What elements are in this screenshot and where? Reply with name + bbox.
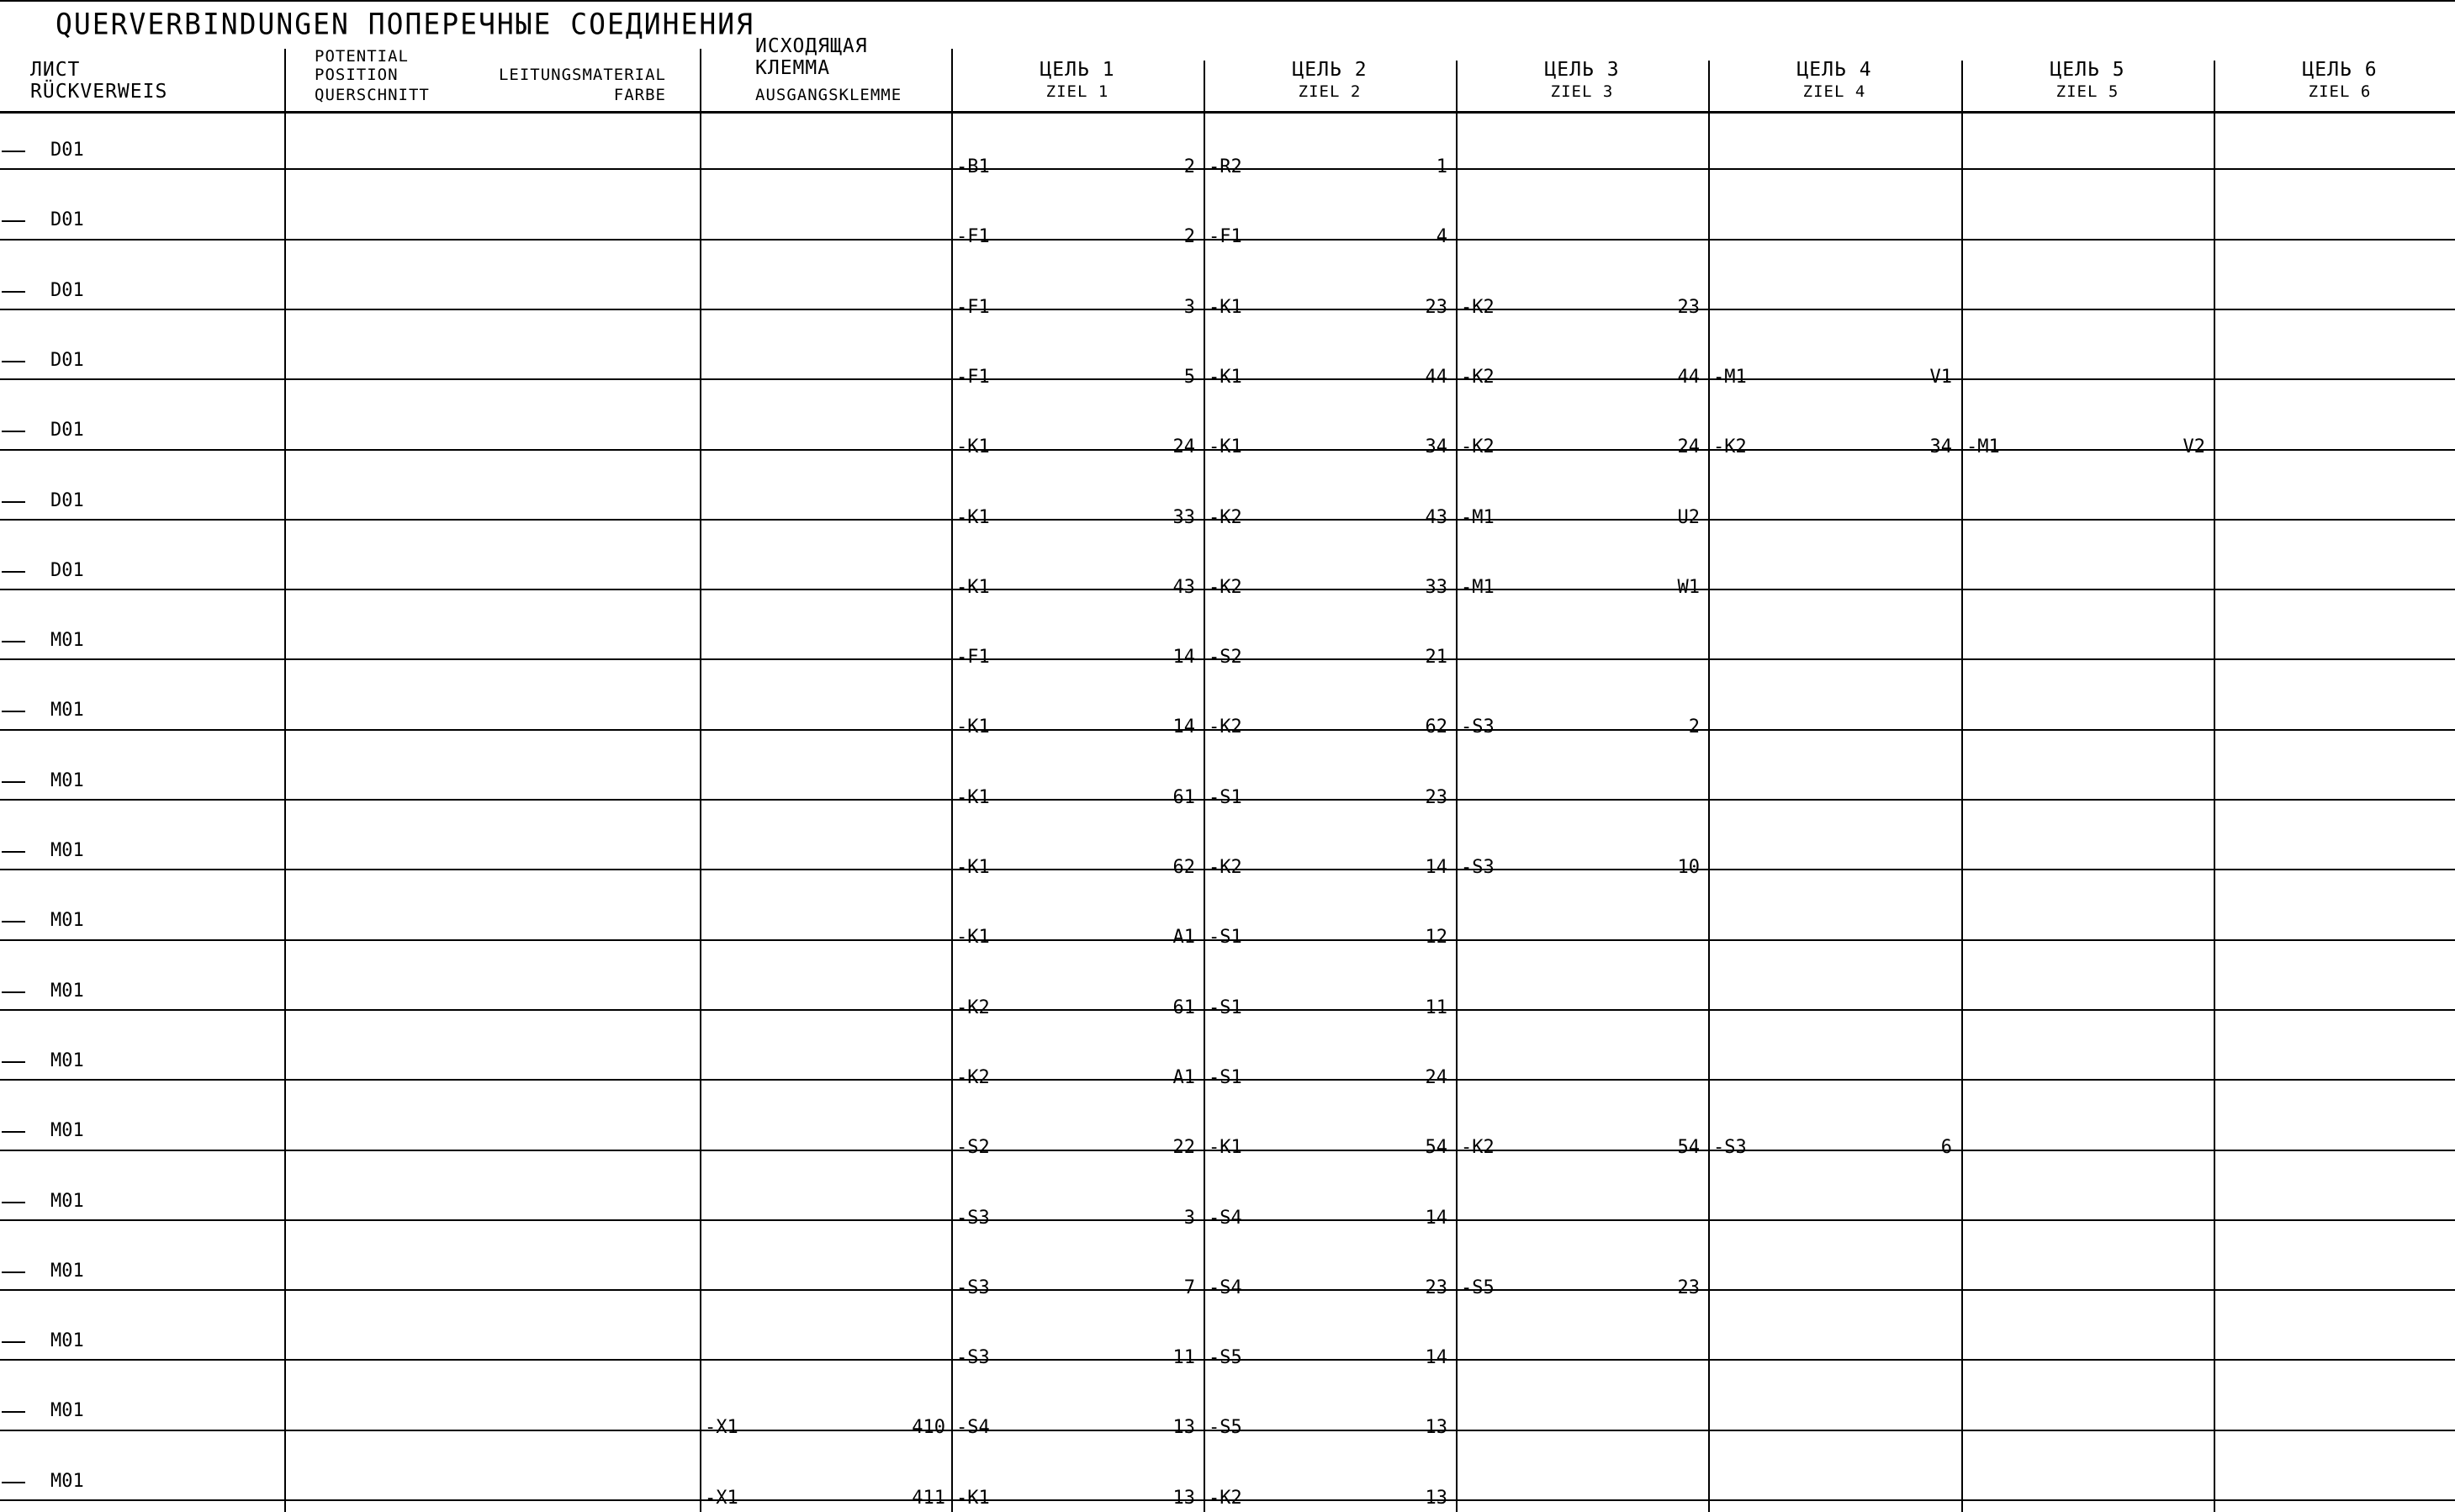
target-device: -K2 — [1461, 436, 1495, 457]
target-device: -K1 — [956, 787, 990, 808]
target-device: -S4 — [1209, 1277, 1242, 1298]
target-device: -M1 — [1461, 577, 1495, 598]
column-divider — [700, 49, 701, 1512]
target-terminal: 44 — [1677, 367, 1700, 388]
reference-leader — [2, 220, 25, 222]
target-terminal: 44 — [1425, 367, 1447, 388]
reference-leader — [2, 1341, 25, 1343]
target-device: -K1 — [956, 857, 990, 878]
target-terminal: 54 — [1677, 1137, 1700, 1158]
header-target-1-ru: ЦЕЛЬ 1 — [1040, 59, 1115, 81]
target-device: -S5 — [1209, 1347, 1242, 1368]
target-terminal: 24 — [1677, 436, 1700, 457]
target-device: -S1 — [1209, 787, 1242, 808]
sheet-reference[interactable]: M01 — [50, 981, 84, 1002]
target-terminal: 61 — [1172, 997, 1195, 1018]
sheet-reference[interactable]: M01 — [50, 840, 84, 861]
target-device: -S5 — [1461, 1277, 1495, 1298]
header-target-2-de: ZIEL 2 — [1298, 82, 1362, 101]
target-device: -M1 — [1713, 367, 1747, 388]
target-device: -F1 — [956, 297, 990, 318]
target-terminal: 14 — [1425, 1208, 1447, 1229]
reference-leader — [2, 1131, 25, 1133]
sheet-reference[interactable]: M01 — [50, 910, 84, 931]
target-device: -K2 — [1713, 436, 1747, 457]
header-target-2-ru: ЦЕЛЬ 2 — [1292, 59, 1368, 81]
target-terminal: 23 — [1425, 297, 1447, 318]
target-terminal: 1 — [1436, 156, 1447, 177]
target-device: -S3 — [956, 1277, 990, 1298]
sheet-reference[interactable]: D01 — [50, 209, 84, 230]
target-terminal: 4 — [1436, 226, 1447, 247]
target-terminal: 14 — [1172, 647, 1195, 668]
target-device: -S3 — [1713, 1137, 1747, 1158]
target-device: -S1 — [1209, 1067, 1242, 1088]
reference-leader — [2, 361, 25, 362]
target-terminal: 6 — [1940, 1137, 1952, 1158]
target-terminal: 24 — [1172, 436, 1195, 457]
header-target-3-ru: ЦЕЛЬ 3 — [1544, 59, 1620, 81]
column-divider — [284, 49, 286, 1512]
header-target-6-ru: ЦЕЛЬ 6 — [2302, 59, 2378, 81]
target-device: -S3 — [956, 1208, 990, 1229]
target-terminal: U2 — [1677, 507, 1700, 528]
target-terminal: 33 — [1425, 577, 1447, 598]
reference-leader — [2, 151, 25, 152]
target-device: -F1 — [956, 367, 990, 388]
column-divider — [2214, 61, 2215, 1512]
reference-leader — [2, 641, 25, 642]
sheet-title: QUERVERBINDUNGEN ПОПЕРЕЧНЫЕ СОЕДИНЕНИЯ — [56, 7, 754, 41]
target-device: -S2 — [1209, 647, 1242, 668]
target-device: -K1 — [956, 716, 990, 737]
sheet-reference[interactable]: D01 — [50, 420, 84, 441]
column-divider — [1456, 61, 1458, 1512]
target-terminal: 62 — [1172, 857, 1195, 878]
top-border — [0, 0, 2455, 2]
target-device: -S3 — [1461, 857, 1495, 878]
target-terminal: 23 — [1425, 1277, 1447, 1298]
target-device: -B1 — [956, 156, 990, 177]
target-terminal: 33 — [1172, 507, 1195, 528]
target-device: -S1 — [1209, 927, 1242, 948]
source-device: -X1 — [705, 1417, 738, 1438]
target-device: -K2 — [956, 1067, 990, 1088]
sheet-reference[interactable]: M01 — [50, 700, 84, 721]
header-underline — [0, 111, 2455, 114]
sheet-reference[interactable]: M01 — [50, 630, 84, 651]
header-cross-section: QUERSCHNITT — [315, 86, 430, 104]
reference-leader — [2, 1482, 25, 1483]
target-device: -K2 — [1461, 367, 1495, 388]
sheet-reference[interactable]: M01 — [50, 1120, 84, 1141]
target-terminal: 7 — [1183, 1277, 1195, 1298]
header-source-terminal: AUSGANGSKLEMME — [755, 86, 902, 104]
target-device: -K1 — [1209, 1137, 1242, 1158]
target-device: -K1 — [1209, 297, 1242, 318]
target-device: -K2 — [1461, 1137, 1495, 1158]
reference-leader — [2, 781, 25, 783]
target-device: -F1 — [956, 647, 990, 668]
reference-leader — [2, 921, 25, 923]
sheet-reference[interactable]: D01 — [50, 280, 84, 301]
reference-leader — [2, 291, 25, 293]
sheet-reference[interactable]: D01 — [50, 560, 84, 581]
target-device: -K1 — [1209, 436, 1242, 457]
target-device: -K1 — [956, 577, 990, 598]
header-color: FARBE — [613, 86, 666, 104]
target-terminal: 10 — [1677, 857, 1700, 878]
target-terminal: 24 — [1425, 1067, 1447, 1088]
header-target-1-de: ZIEL 1 — [1045, 82, 1109, 101]
target-terminal: V2 — [2183, 436, 2205, 457]
target-device: -M1 — [1966, 436, 2000, 457]
column-divider — [1961, 61, 1963, 1512]
reference-leader — [2, 1411, 25, 1413]
header-back-reference: RÜCKVERWEIS — [30, 81, 168, 103]
target-terminal: 23 — [1677, 297, 1700, 318]
source-terminal: 411 — [912, 1488, 945, 1509]
reference-leader — [2, 571, 25, 573]
sheet-reference[interactable]: M01 — [50, 1400, 84, 1421]
target-terminal: 23 — [1677, 1277, 1700, 1298]
sheet-reference[interactable]: M01 — [50, 1261, 84, 1282]
header-terminal-ru: КЛЕММА — [755, 57, 831, 79]
header-sheet: ЛИСТ — [30, 59, 81, 81]
source-terminal: 410 — [912, 1417, 945, 1438]
target-device: -M1 — [1461, 507, 1495, 528]
reference-leader — [2, 1202, 25, 1203]
reference-leader — [2, 1271, 25, 1273]
target-terminal: W1 — [1677, 577, 1700, 598]
header-position: POSITION — [315, 66, 399, 84]
sheet-reference[interactable]: M01 — [50, 1330, 84, 1351]
target-terminal: 14 — [1425, 857, 1447, 878]
header-target-4-ru: ЦЕЛЬ 4 — [1796, 59, 1872, 81]
target-device: -K1 — [956, 927, 990, 948]
target-terminal: 3 — [1183, 297, 1195, 318]
sheet-reference[interactable]: D01 — [50, 490, 84, 511]
target-terminal: 11 — [1425, 997, 1447, 1018]
sheet-reference[interactable]: M01 — [50, 1191, 84, 1212]
target-terminal: 13 — [1425, 1488, 1447, 1509]
target-device: -S3 — [1461, 716, 1495, 737]
sheet-reference[interactable]: D01 — [50, 350, 84, 371]
target-terminal: 34 — [1425, 436, 1447, 457]
target-device: -S3 — [956, 1347, 990, 1368]
target-device: -F1 — [1209, 226, 1242, 247]
header-wire-material: LEITUNGSMATERIAL — [498, 66, 666, 84]
sheet-reference[interactable]: M01 — [50, 770, 84, 791]
target-terminal: 12 — [1425, 927, 1447, 948]
sheet-reference[interactable]: M01 — [50, 1471, 84, 1492]
target-terminal: V1 — [1929, 367, 1952, 388]
target-terminal: 21 — [1425, 647, 1447, 668]
source-device: -X1 — [705, 1488, 738, 1509]
target-device: -K1 — [1209, 367, 1242, 388]
target-terminal: 22 — [1172, 1137, 1195, 1158]
target-terminal: A1 — [1172, 1067, 1195, 1088]
column-divider — [1708, 61, 1710, 1512]
target-device: -F1 — [956, 226, 990, 247]
target-terminal: 54 — [1425, 1137, 1447, 1158]
target-device: -S2 — [956, 1137, 990, 1158]
header-target-6-de: ZIEL 6 — [2308, 82, 2372, 101]
column-divider — [1204, 61, 1205, 1512]
target-device: -K1 — [956, 436, 990, 457]
target-terminal: 2 — [1183, 226, 1195, 247]
header-source-ru: ИСХОДЯЩАЯ — [755, 35, 868, 57]
target-device: -S1 — [1209, 997, 1242, 1018]
header-potential: POTENTIAL — [315, 47, 409, 66]
target-terminal: 23 — [1425, 787, 1447, 808]
target-device: -R2 — [1209, 156, 1242, 177]
reference-leader — [2, 991, 25, 993]
target-device: -K2 — [1209, 857, 1242, 878]
target-terminal: 14 — [1425, 1347, 1447, 1368]
column-divider — [951, 49, 953, 1512]
target-terminal: 13 — [1425, 1417, 1447, 1438]
target-device: -K2 — [1209, 577, 1242, 598]
reference-leader — [2, 501, 25, 503]
target-terminal: 43 — [1425, 507, 1447, 528]
target-terminal: 3 — [1183, 1208, 1195, 1229]
target-device: -K2 — [1209, 716, 1242, 737]
reference-leader — [2, 1061, 25, 1063]
sheet-reference[interactable]: M01 — [50, 1050, 84, 1071]
target-device: -S4 — [1209, 1208, 1242, 1229]
target-terminal: 2 — [1688, 716, 1700, 737]
header-target-3-de: ZIEL 3 — [1550, 82, 1614, 101]
target-device: -K2 — [1461, 297, 1495, 318]
target-terminal: 61 — [1172, 787, 1195, 808]
header-target-4-de: ZIEL 4 — [1802, 82, 1866, 101]
header-target-5-ru: ЦЕЛЬ 5 — [2050, 59, 2125, 81]
sheet-reference[interactable]: D01 — [50, 140, 84, 161]
target-terminal: A1 — [1172, 927, 1195, 948]
target-device: -S5 — [1209, 1417, 1242, 1438]
target-terminal: 34 — [1929, 436, 1952, 457]
reference-leader — [2, 851, 25, 853]
target-terminal: 13 — [1172, 1488, 1195, 1509]
target-device: -K1 — [956, 1488, 990, 1509]
target-device: -K2 — [1209, 1488, 1242, 1509]
target-terminal: 14 — [1172, 716, 1195, 737]
target-terminal: 11 — [1172, 1347, 1195, 1368]
target-terminal: 5 — [1183, 367, 1195, 388]
target-device: -K2 — [1209, 507, 1242, 528]
target-device: -K2 — [956, 997, 990, 1018]
reference-leader — [2, 711, 25, 712]
target-device: -S4 — [956, 1417, 990, 1438]
header-target-5-de: ZIEL 5 — [2056, 82, 2119, 101]
target-terminal: 13 — [1172, 1417, 1195, 1438]
target-terminal: 62 — [1425, 716, 1447, 737]
target-device: -K1 — [956, 507, 990, 528]
reference-leader — [2, 431, 25, 432]
target-terminal: 2 — [1183, 156, 1195, 177]
target-terminal: 43 — [1172, 577, 1195, 598]
